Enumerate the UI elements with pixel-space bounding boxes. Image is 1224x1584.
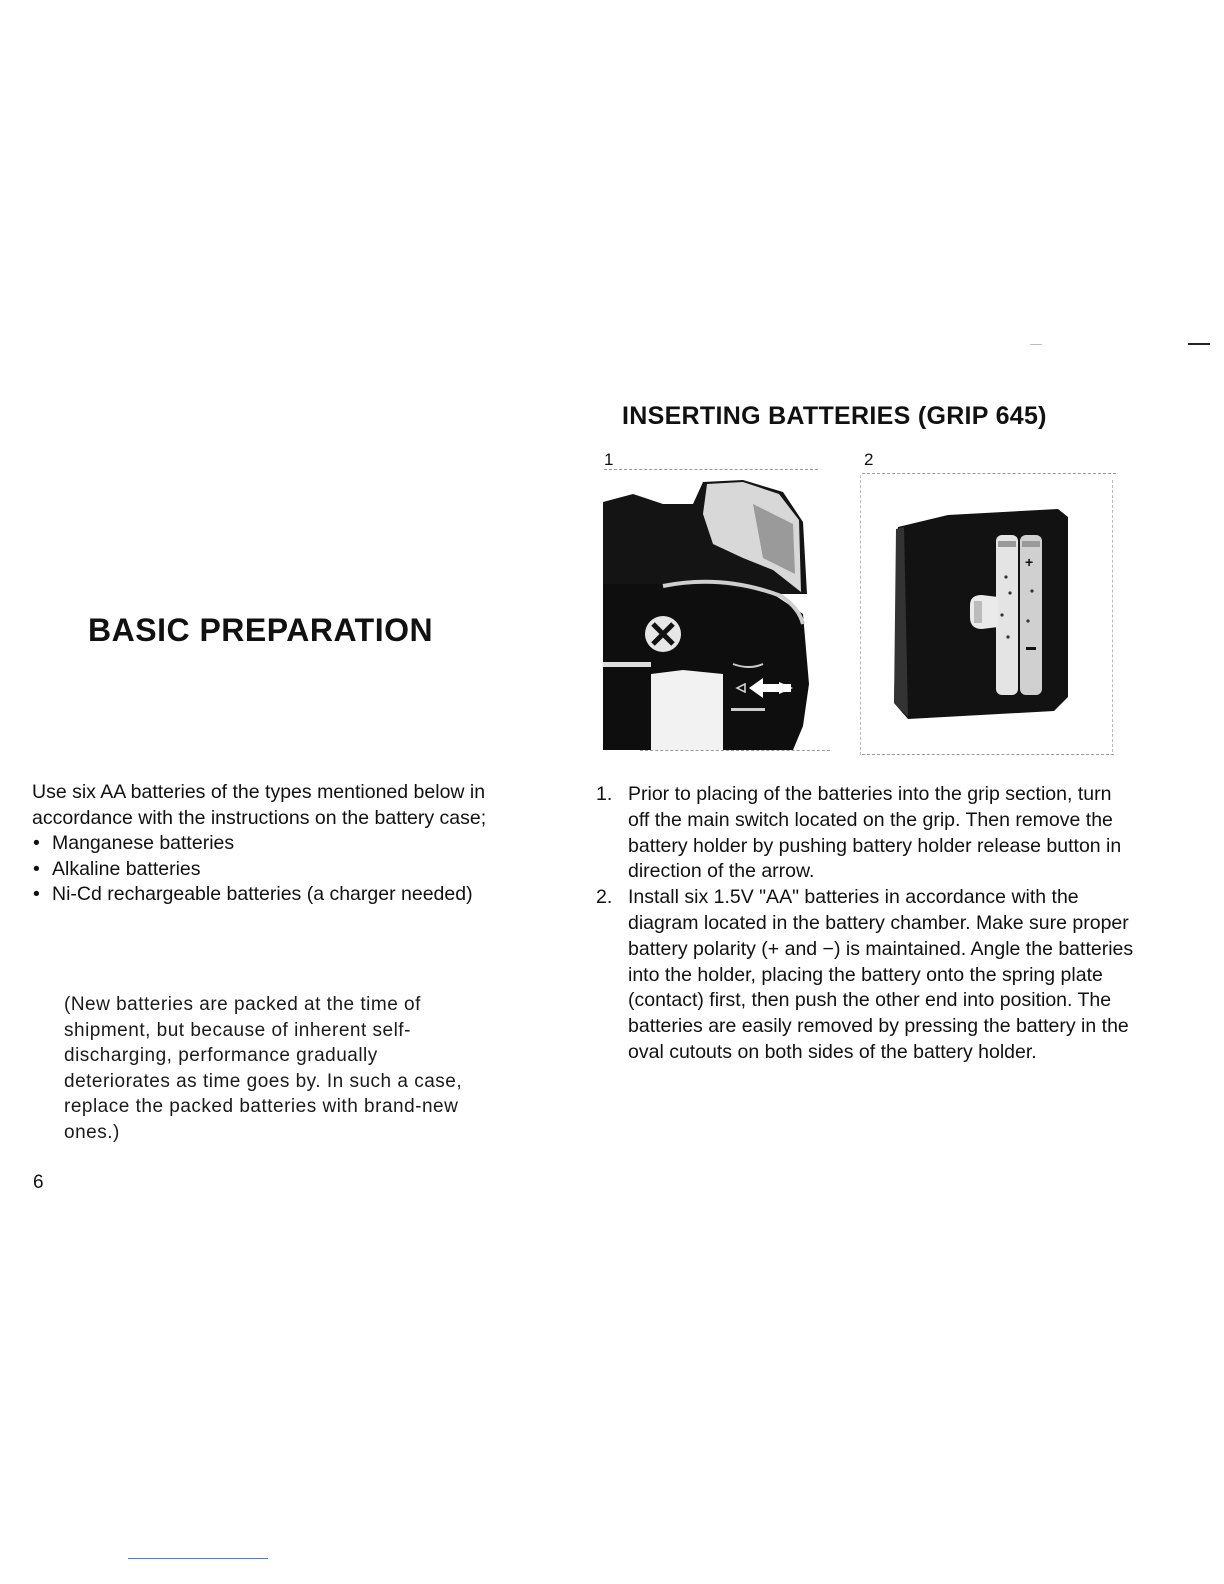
list-item (596, 885, 1136, 1066)
new-batteries-note: (New batteries are packed at the time of shipment, but because of inherent self-discharging, performance gradually deteriorates as time goes by. In such a case, replace the packed batteries with brand-new ones.) (64, 994, 463, 1143)
list-item (596, 782, 1136, 885)
bottom-rule (128, 1558, 268, 1559)
svg-text:+: + (1025, 554, 1034, 570)
figure-label-2: 2 (864, 450, 874, 469)
figure-rule (862, 754, 1114, 755)
bullet-icon: • (33, 857, 40, 880)
figure-divider (860, 475, 861, 755)
step-number: 1. (596, 783, 613, 805)
figure-label-1: 1 (604, 450, 614, 469)
intro-paragraph: Use six AA batteries of the types mentioned below in accordance with the instructions on the battery case; (32, 781, 487, 829)
battery-types-list (32, 831, 552, 908)
step-text: Prior to placing of the batteries into the grip section, turn off the main switch located on the grip. Then remove the battery holder by pushing battery holder release button in direction of the arrow. (628, 783, 1122, 883)
step-text: Install six 1.5V "AA" batteries in accordance with the diagram located in the battery chamber. Make sure proper battery polarity (+ and −) is maintained. Angle the batteries into the holder, placing the battery onto the spring plate (contact) first, then push the other end into position. The batteries are easily removed by pressing the battery in the oval cutouts on both sides of the battery holder. (628, 886, 1134, 1063)
figure-rule (604, 469, 818, 470)
section-title-basic-preparation: BASIC PREPARATION (88, 612, 434, 648)
figure-rule (640, 750, 830, 751)
list-item (32, 882, 552, 908)
bullet-icon: • (33, 883, 40, 905)
list-item (32, 857, 552, 883)
camera-grip-release-photo (603, 474, 817, 750)
list-item-text: Manganese batteries (52, 832, 235, 854)
list-item (32, 831, 552, 857)
list-item-text: Ni-Cd rechargeable batteries (a charger needed) (52, 883, 473, 905)
list-item-text: Alkaline batteries (52, 857, 201, 880)
section-title-inserting-batteries: INSERTING BATTERIES (GRIP 645) (622, 402, 1047, 430)
figure-rule (862, 473, 1116, 474)
battery-types-block (32, 780, 552, 908)
figure-border (1112, 480, 1113, 752)
page-number: 6 (33, 1172, 44, 1193)
scan-mark (1030, 344, 1042, 345)
bullet-icon: • (33, 832, 40, 854)
inserting-steps-list (596, 782, 1136, 1066)
edge-mark (1188, 343, 1210, 345)
battery-holder-photo (878, 497, 1072, 727)
step-number: 2. (596, 886, 613, 909)
